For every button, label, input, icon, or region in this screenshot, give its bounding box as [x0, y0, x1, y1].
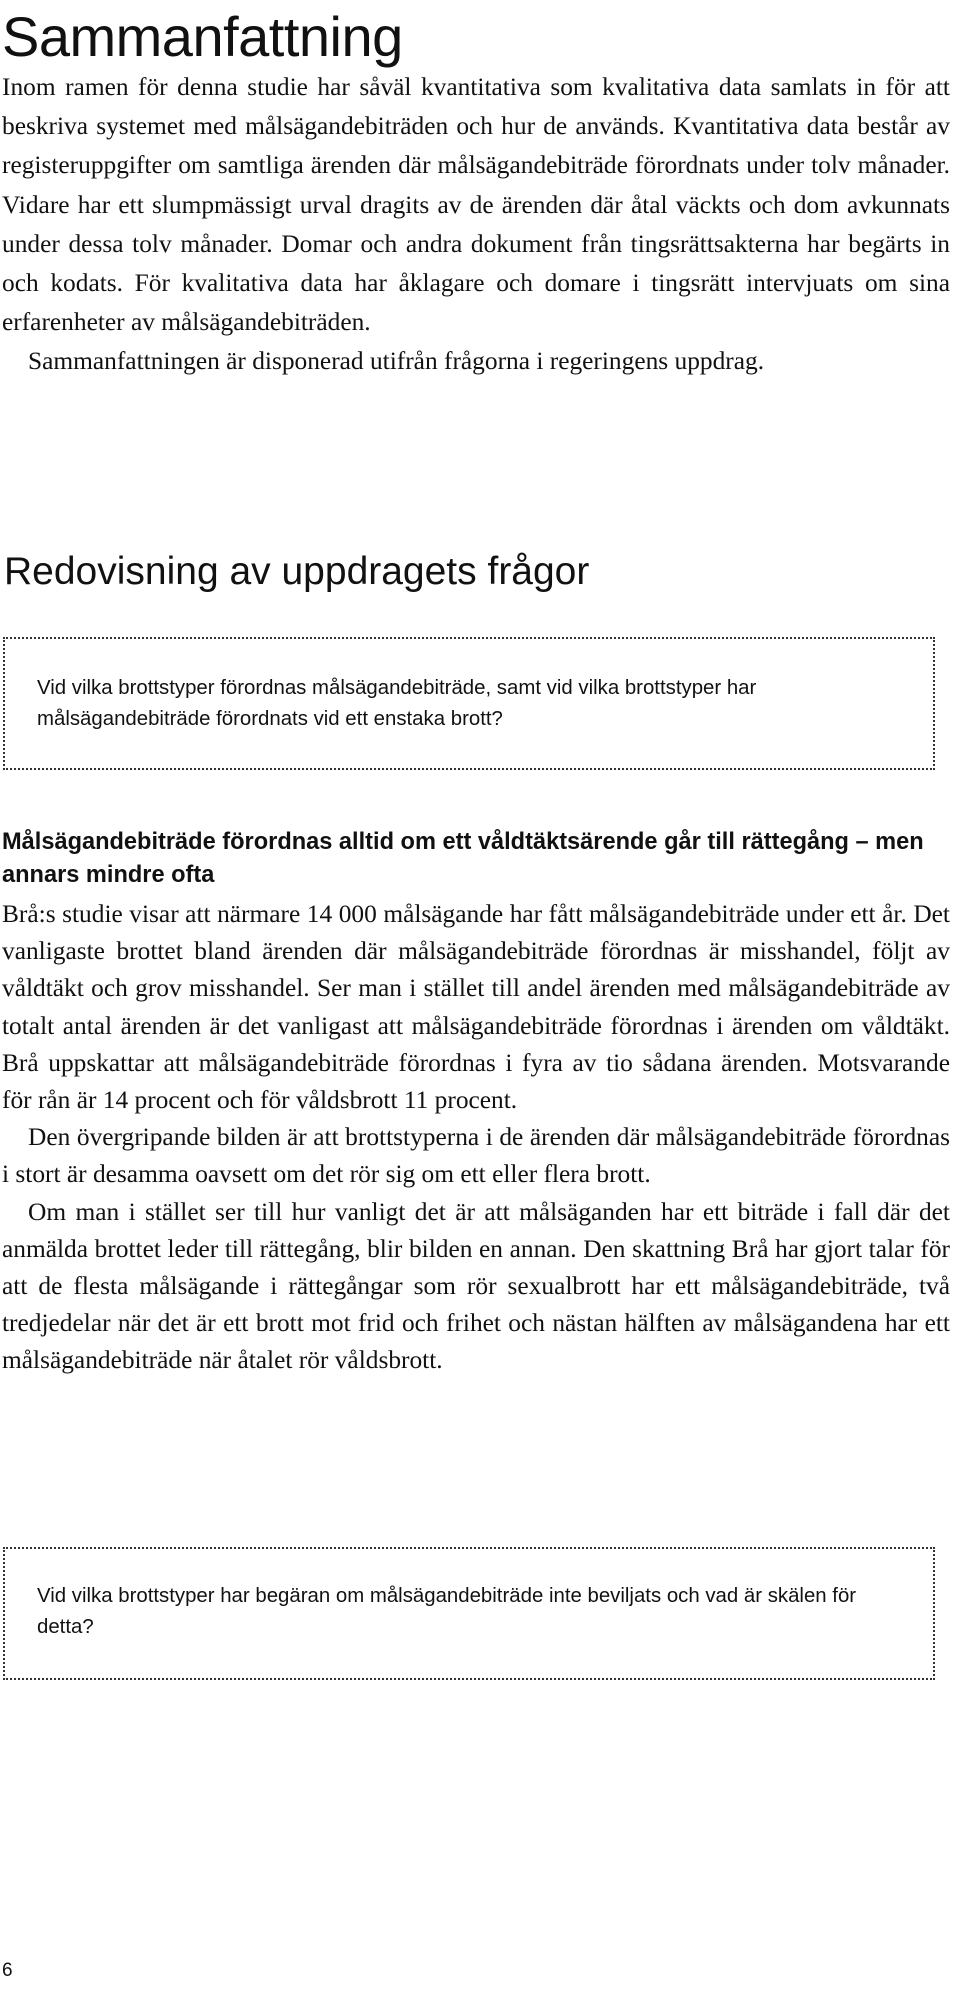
section-heading: Redovisning av uppdragets frågor: [4, 550, 590, 593]
intro-paragraph: Inom ramen för denna studie har såväl kvantitativa som kvalitativa data samlats in för att beskriva systemet med målsägandebiträden och hur de används. Kvantitativa data består av registeruppgifter om samtliga ärenden där målsägandebiträde förordnats under tolv månader. Vidare har ett slumpmässigt urval dragits av de ärenden där åtal väckts och dom avkunnats under dessa tolv månader. Domar och andra dokument från tingsrättsakterna har begärts in och kodats. För kvalitativa data har åklagare och domare i tingsrätt intervjuats om sina erfarenheter av målsägandebiträden.: [2, 73, 950, 337]
question-text: Vid vilka brottstyper har begäran om målsägandebiträde inte beviljats och vad är skälen för detta?: [37, 1585, 857, 1638]
subheading: Målsägandebiträde förordnas alltid om ett våldtäktsärende går till rättegång – men annars mindre ofta: [2, 829, 924, 888]
page-number: 6: [2, 1960, 13, 1981]
body-paragraph: Den övergripande bilden är att brottstyperna i de ärenden där målsägandebiträde förordnas i stort är desamma oavsett om det rör sig om ett eller flera brott.: [2, 1123, 950, 1189]
body-section: [2, 896, 950, 1380]
question-box-1: [3, 637, 935, 770]
intro-paragraph: Sammanfattningen är disponerad utifrån frågorna i regeringens uppdrag.: [28, 347, 765, 376]
question-text: Vid vilka brottstyper förordnas målsägandebiträde, samt vid vilka brottstyper har målsägandebiträde förordnats vid ett enstaka brott?: [37, 677, 757, 730]
intro-section: [2, 68, 950, 382]
question-box-2: [3, 1547, 935, 1680]
body-paragraph: Brå:s studie visar att närmare 14 000 målsägande har fått målsägandebiträde under ett år. Det vanligaste brottet bland ärenden där målsägandebiträde förordnas är misshandel, följt av våldtäkt och grov misshandel. Ser man i stället till andel ärenden med målsägandebiträde av totalt antal ärenden är det vanligast att målsägandebiträde förordnas i ärenden om våldtäkt. Brå uppskattar att målsägandebiträde förordnas i fyra av tio sådana ärenden. Motsvarande för rån är 14 procent och för våldsbrott 11 procent.: [2, 900, 950, 1115]
page-title: Sammanfattning: [2, 5, 403, 68]
body-paragraph: Om man i stället ser till hur vanligt det är att målsäganden har ett biträde i fall där det anmälda brottet leder till rättegång, blir bilden en annan. Den skattning Brå har gjort talar för att de flesta målsägande i rättegångar som rör sexualbrott har ett målsägandebiträde, två tredjedelar när det är ett brott mot frid och frihet och nästan hälften av målsägandena har ett målsägandebiträde när åtalet rör våldsbrott.: [2, 1197, 950, 1375]
